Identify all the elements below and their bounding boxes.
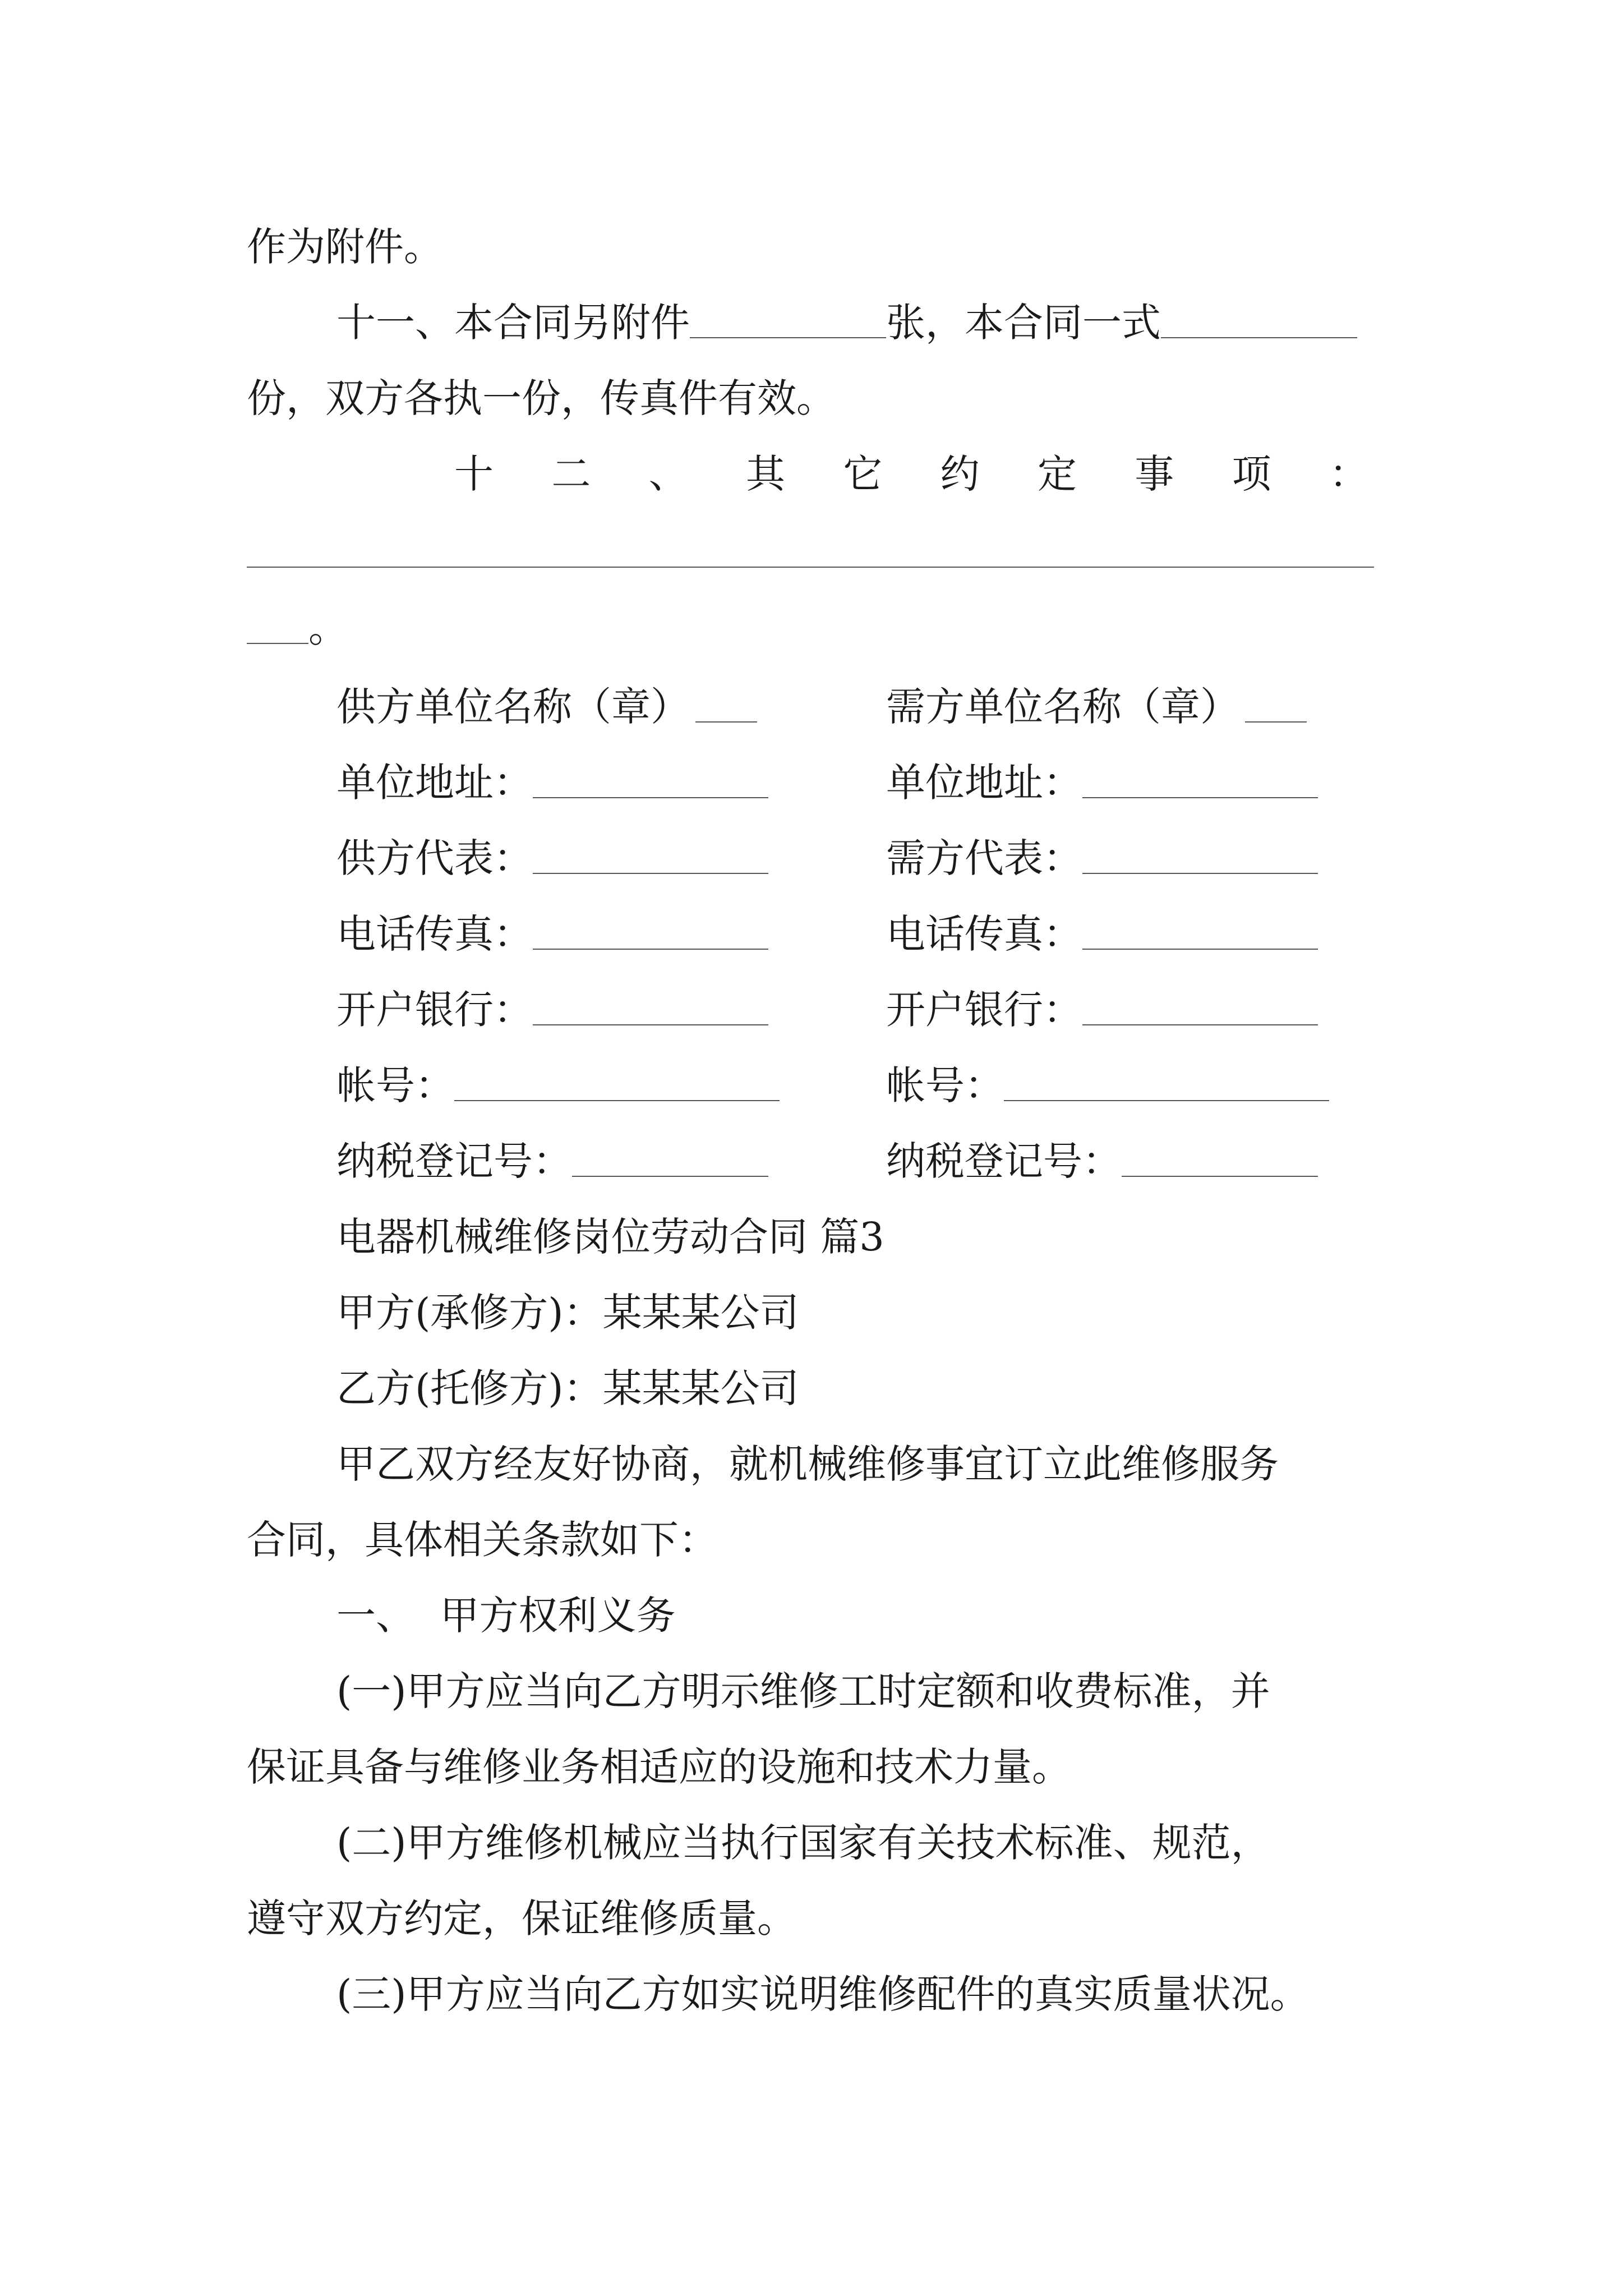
signature-field: [336, 982, 768, 1038]
signature-field: [886, 1057, 1329, 1114]
signature-field: [886, 906, 1318, 962]
signature-field: [886, 754, 1318, 811]
blank-underline: [533, 834, 768, 874]
blank-underline: [1245, 682, 1307, 723]
field-label: 需方单位名称（章）: [886, 684, 1239, 730]
paragraph-text: 合同，具体相关条款如下：: [247, 1517, 718, 1563]
field-label: 帐号：: [336, 1062, 454, 1108]
paragraph-text: (三)甲方应当向乙方如实说明维修配件的真实质量状况。: [336, 1971, 1310, 2017]
text-line: [336, 1966, 1402, 2022]
text-line: [247, 1890, 1402, 1947]
signature-field: [336, 1133, 768, 1189]
signature-field: [336, 754, 768, 811]
paragraph-text: 作为附件。: [247, 224, 443, 270]
blank-underline: [1082, 758, 1318, 798]
signature-field: [336, 679, 757, 735]
paragraph-text: (二)甲方维修机械应当执行国家有关技术标准、规范，: [336, 1820, 1270, 1866]
paragraph-text: 。: [308, 605, 348, 651]
field-label: 开户银行：: [886, 987, 1082, 1033]
clause-12-heading: [454, 446, 1368, 502]
paragraph-text: 遵守双方约定，保证维修质量。: [247, 1895, 796, 1941]
text-line: [336, 1663, 1402, 1719]
contract-title: 电器机械维修岗位劳动合同 篇3: [336, 1214, 884, 1260]
paragraph-text: 保证具备与维修业务相适应的设施和技术力量。: [247, 1744, 1071, 1790]
blank-underline: [690, 298, 886, 338]
heading-char: 它: [843, 451, 883, 497]
blank-underline: [533, 985, 768, 1025]
blank-underline: [533, 758, 768, 798]
blank-underline: [533, 909, 768, 950]
party-text: 乙方(托修方)：某某某公司: [336, 1365, 799, 1411]
section-heading: [336, 1588, 1402, 1644]
party-text: 甲方(承修方)：某某某公司: [336, 1290, 799, 1336]
text-line: [336, 1815, 1402, 1871]
heading-char: 十: [454, 451, 494, 497]
signature-field: [886, 982, 1318, 1038]
blank-underline: [1004, 1061, 1329, 1101]
blank-underline: [454, 1061, 780, 1101]
clause-text: 十一、本合同另附件: [336, 300, 690, 346]
blank-underline: [1082, 834, 1318, 874]
party-a: [336, 1285, 1402, 1341]
text-line: [247, 600, 1402, 656]
signature-field: [336, 830, 768, 886]
paragraph-text: 份，双方各执一份，传真件有效。: [247, 375, 836, 421]
text-line: [247, 219, 1402, 275]
field-label: 帐号：: [886, 1062, 1004, 1108]
blank-underline: [1161, 298, 1357, 338]
field-label: 电话传真：: [336, 911, 533, 957]
clause-text: 张，本合同一式: [886, 300, 1161, 346]
field-label: 开户银行：: [336, 987, 533, 1033]
field-label: 电话传真：: [886, 911, 1082, 957]
signature-field: [336, 906, 768, 962]
text-line: [247, 1512, 1402, 1568]
heading-char: 定: [1037, 451, 1077, 497]
section-title: [336, 1209, 1402, 1265]
signature-field: [886, 1133, 1318, 1189]
text-line: [247, 370, 1402, 426]
heading-text: 一、 甲方权利义务: [336, 1593, 676, 1639]
heading-char: 二: [551, 451, 591, 497]
heading-char: 其: [745, 451, 785, 497]
blank-underline: [1122, 1137, 1318, 1177]
text-line: [336, 1436, 1402, 1492]
field-label: 单位地址：: [886, 760, 1082, 806]
heading-char: 事: [1135, 451, 1174, 497]
text-line: [247, 1739, 1402, 1795]
field-label: 供方代表：: [336, 835, 533, 881]
paragraph-text: (一)甲方应当向乙方明示维修工时定额和收费标准，并: [336, 1668, 1270, 1714]
field-label: 纳税登记号：: [336, 1138, 572, 1184]
paragraph-text: 甲乙双方经友好协商，就机械维修事宜订立此维修服务: [336, 1441, 1279, 1487]
field-label: 需方代表：: [886, 835, 1082, 881]
blank-underline: [1082, 985, 1318, 1025]
blank-underline: [695, 682, 757, 723]
signature-field: [886, 830, 1318, 886]
party-b: [336, 1360, 1402, 1416]
blank-underline: [572, 1137, 768, 1177]
blank-underline: [1082, 909, 1318, 950]
heading-char: 、: [648, 451, 688, 497]
clause-11-line: [336, 295, 1402, 351]
field-label: 供方单位名称（章）: [336, 684, 690, 730]
heading-char: 项: [1232, 451, 1271, 497]
signature-field: [336, 1057, 780, 1114]
heading-char: 约: [940, 451, 980, 497]
heading-char: ：: [1329, 451, 1368, 497]
field-label: 单位地址：: [336, 760, 533, 806]
signature-field: [886, 679, 1307, 735]
field-label: 纳税登记号：: [886, 1138, 1122, 1184]
blank-underline: [247, 604, 308, 644]
blank-underline: [247, 567, 1374, 568]
